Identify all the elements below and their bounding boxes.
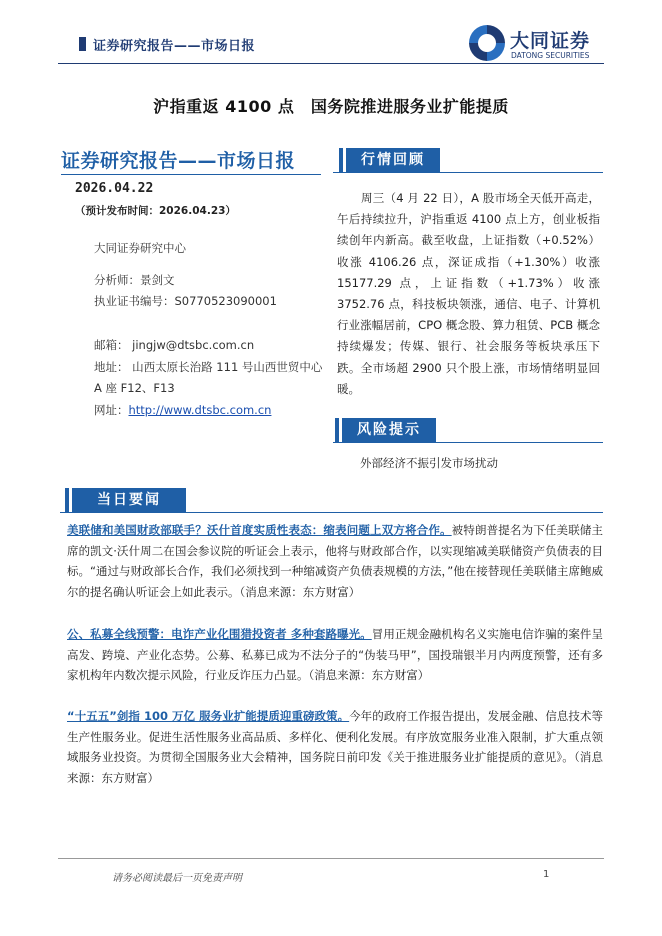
footer-disclaimer: 请务必阅读最后一页免责声明 <box>112 873 242 884</box>
news-headline-link[interactable]: 公、私募全线预警：电诈产业化围猎投资者 多种套路曝光。 <box>67 627 372 641</box>
risk-tab-divider <box>333 442 603 443</box>
market-tab-divider <box>333 172 603 173</box>
news-headline-link[interactable]: “十五五”剑指 100 万亿 服务业扩能提质迎重磅政策。 <box>67 709 350 723</box>
address-line-1: 地址： 山西太原长治路 111 号山西世贸中心 <box>94 360 323 374</box>
license-number: 执业证书编号：S0770523090001 <box>94 294 277 308</box>
risk-warning-text: 外部经济不振引发市场扰动 <box>360 456 498 470</box>
website-label: 网址： <box>94 403 129 417</box>
section-tab-risk: 风险提示 <box>342 418 436 442</box>
publish-time: （预计发布时间：2026.04.23） <box>75 205 236 217</box>
header-divider <box>58 63 604 64</box>
news-body: 冒用正规金融机构名义实施电信诈骗的案件呈高发、跨境、产业化态势。公募、私募已成为不法分子的“伪装马甲”，国投瑞银半月内两度预警，还有多家机构年内数次提示风险，行业反诈压力凸显。（消息来源：东方财富） <box>67 627 603 683</box>
header-marker <box>79 37 86 51</box>
market-review-text: 周三（4 月 22 日），A 股市场全天低开高走，午后持续拉升，沪指重返 4100 点上方，创业板指续创年内新高。截至收盘，上证指数（+0.52%）收涨 4106.26 点，深证成指（+1.30%）收涨 15177.29 点，上证指数（+1.73%）收涨 3752.76 点，科技板块领涨，通信、电子、计算机行业涨幅居前，CPO 概念股、算力租赁、PCB 概念持续爆发；传媒、银行、社会服务等板块承压下跌。全市场超 2900 只个股上涨，市场情绪明显回暖。 <box>337 191 600 396</box>
section-tab-market-review: 行情回顾 <box>346 148 440 172</box>
news-item <box>67 520 603 603</box>
website-row <box>94 402 271 418</box>
report-date: 2026.04.22 <box>75 181 154 196</box>
section-tab-daily-news: 当日要闻 <box>72 488 186 512</box>
title-divider <box>61 174 321 175</box>
analyst-name: 分析师：景剑文 <box>94 273 175 287</box>
website-link[interactable]: http://www.dtsbc.com.cn <box>128 403 272 417</box>
header-title: 证券研究报告——市场日报 <box>93 39 256 54</box>
news-body: 被特朗普提名为下任美联储主席的凯文·沃什周二在国会参议院的听证会上表示，他将与财政部合作，以实现缩减美联储资产负债表的目标。“通过与财政部长合作，我们必须找到一种缩减资产负债表规模的方法，”他在接替现任美联储主席鲍威尔的提名确认听证会上如此表示。（消息来源：东方财富） <box>67 523 604 600</box>
address-line-2: A 座 F12、F13 <box>94 381 175 395</box>
report-title: 证券研究报告——市场日报 <box>61 150 296 172</box>
logo-name-cn: 大同证券 <box>510 30 591 52</box>
news-tab-divider <box>60 512 603 513</box>
news-headline-link[interactable]: 美联储和美国财政部联手？沃什首度实质性表态：缩表问题上双方将合作。 <box>67 523 452 537</box>
logo-name-en: DATONG SECURITIES <box>511 51 590 60</box>
news-item <box>67 624 603 686</box>
news-item <box>67 706 603 789</box>
company-logo <box>466 22 616 64</box>
report-headline: 沪指重返 4100 点 国务院推进服务业扩能提质 <box>153 97 509 116</box>
page-number: 1 <box>543 869 550 880</box>
research-center: 大同证券研究中心 <box>94 241 186 255</box>
logo-mark-icon <box>466 22 508 64</box>
news-body: 今年的政府工作报告提出，发展金融、信息技术等生产性服务业。促进生活性服务业高品质、多样化、便利化发展。有序放宽服务业准入限制，扩大重点领域服务业投资。为贯彻全国服务业大会精神，国务院日前印发《关于推进服务业扩能提质的意见》。（消息来源：东方财富） <box>67 709 603 786</box>
email-contact: 邮箱： jingjw@dtsbc.com.cn <box>94 338 255 352</box>
footer-divider <box>58 858 604 859</box>
